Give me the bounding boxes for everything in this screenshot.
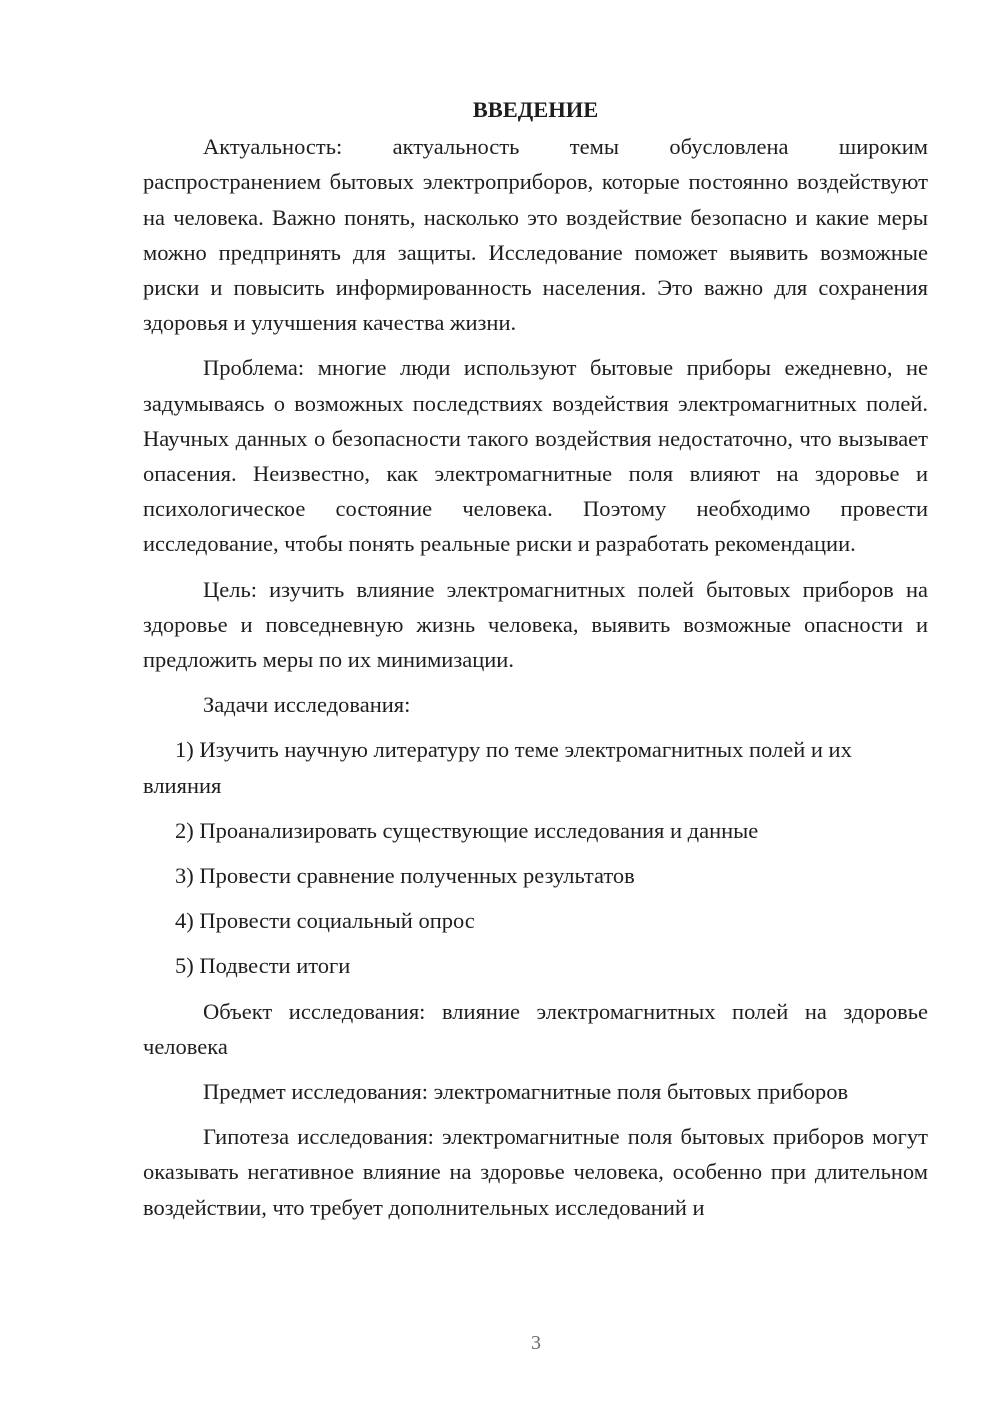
tasks-list [143, 732, 928, 983]
relevance-paragraph: Актуальность: актуальность темы обусловлена широким распространением бытовых электроприборов, которые постоянно воздействуют на человека. Важно понять, насколько это воздействие безопасно и какие меры можно предпринять для защиты. Исследование поможет выявить возможные риски и повысить информированность населения. Это важно для сохранения здоровья и улучшения качества жизни. [143, 134, 928, 336]
section-heading: ВВЕДЕНИЕ [472, 97, 599, 122]
page-number: 3 [531, 1332, 541, 1354]
list-item: 2) Проанализировать существующие исследования и данные [175, 817, 759, 843]
list-item: 1) Изучить научную литературу по теме электромагнитных полей и их влияния [143, 737, 852, 798]
list-item: 4) Провести социальный опрос [175, 908, 475, 934]
tasks-title: Задачи исследования: [203, 692, 411, 718]
object-paragraph: Объект исследования: влияние электромагнитных полей на здоровье человека [143, 998, 928, 1059]
page-content [143, 92, 928, 1235]
hypothesis-paragraph: Гипотеза исследования: электромагнитные поля бытовых приборов могут оказывать негативное влияние на здоровье человека, особенно при длительном воздействии, что требует дополнительных исследований и [143, 1124, 928, 1220]
list-item: 5) Подвести итоги [175, 953, 351, 979]
subject-paragraph: Предмет исследования: электромагнитные поля бытовых приборов [203, 1079, 849, 1105]
list-item: 3) Провести сравнение полученных результатов [175, 863, 635, 889]
problem-paragraph: Проблема: многие люди используют бытовые приборы ежедневно, не задумываясь о возможных последствиях воздействия электромагнитных полей. Научных данных о безопасности такого воздействия недостаточно, что вызывает опасения. Неизвестно, как электромагнитные поля влияют на здоровье и психологическое состояние человека. Поэтому необходимо провести исследование, чтобы понять реальные риски и разработать рекомендации. [143, 355, 928, 557]
goal-paragraph: Цель: изучить влияние электромагнитных полей бытовых приборов на здоровье и повседневную жизнь человека, выявить возможные опасности и предложить меры по их минимизации. [143, 576, 928, 673]
